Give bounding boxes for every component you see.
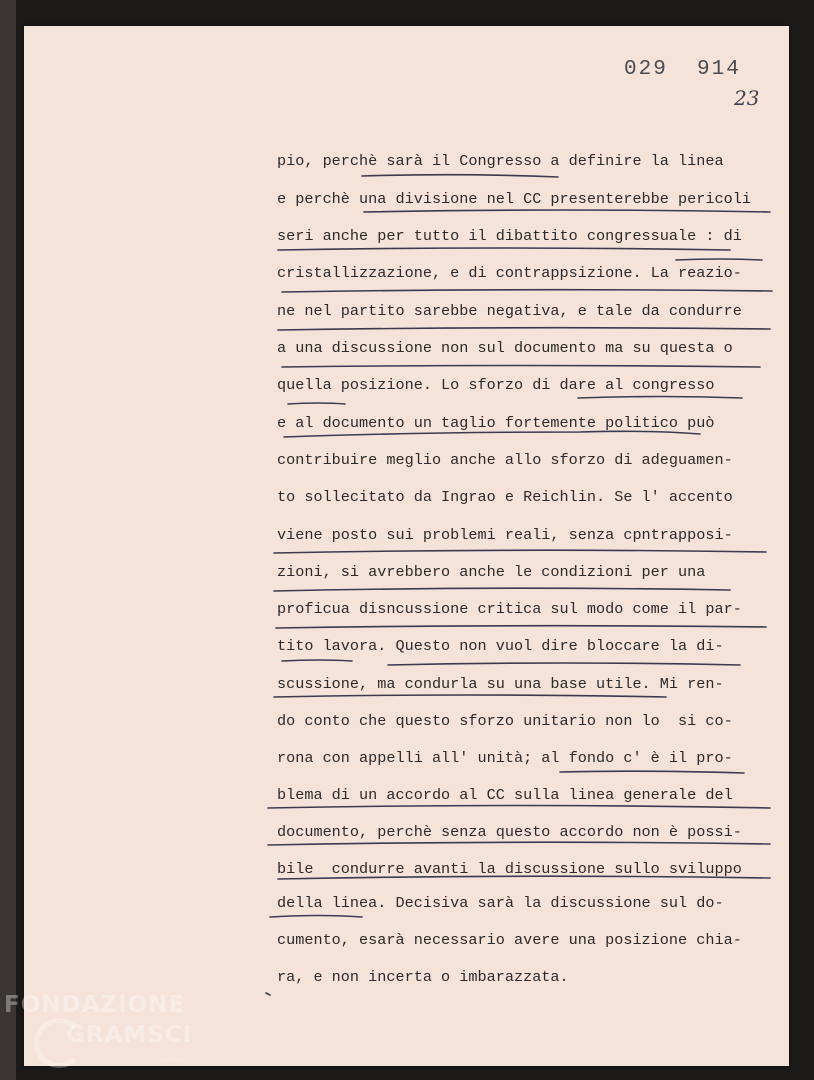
text-line: contribuire meglio anche allo sforzo di adeguamen- <box>277 451 733 469</box>
underline <box>282 660 352 661</box>
underline <box>278 248 730 250</box>
text-line: rona con appelli all' unità; al fondo c' è il pro- <box>277 749 733 767</box>
underline <box>284 431 700 437</box>
underline <box>676 259 762 260</box>
underline <box>274 550 766 553</box>
archive-number: 029 914 <box>624 58 741 81</box>
underline <box>278 328 770 330</box>
text-line: ra, e non incerta o imbarazzata. <box>277 968 569 986</box>
text-line: e al documento un taglio fortemente politico può <box>277 414 715 432</box>
underline <box>362 175 558 177</box>
watermark-sub: onlus <box>160 1055 185 1065</box>
text-line: to sollecitato da Ingrao e Reichlin. Se l' accento <box>277 488 733 506</box>
text-line: proficua disncussione critica sul modo come il par- <box>277 600 742 618</box>
underline <box>388 663 740 665</box>
underline <box>578 397 742 399</box>
text-line: quella posizione. Lo sforzo di dare al congresso <box>277 376 715 394</box>
underline <box>560 771 744 773</box>
text-line: e perchè una divisione nel CC presenterebbe pericoli <box>277 190 751 208</box>
underline <box>274 695 666 697</box>
underline <box>288 403 345 404</box>
handwritten-page-number: 23 <box>734 86 760 110</box>
underline <box>276 626 766 628</box>
underline <box>282 290 772 292</box>
text-line: cumento, esarà necessario avere una posizione chia- <box>277 931 742 949</box>
underline <box>268 842 770 845</box>
text-line: ne nel partito sarebbe negativa, e tale da condurre <box>277 302 742 320</box>
text-line: viene posto sui problemi reali, senza cpntrapposi- <box>277 526 733 544</box>
underline <box>270 916 362 918</box>
fondazione-gramsci-watermark <box>4 990 192 1050</box>
underline <box>266 993 270 995</box>
underline <box>364 210 770 212</box>
underline <box>274 588 730 591</box>
text-line: cristallizzazione, e di contrappsizione. La reazio- <box>277 264 742 282</box>
text-line: blema di un accordo al CC sulla linea generale del <box>277 786 733 804</box>
underline <box>268 806 770 809</box>
text-line: bile condurre avanti la discussione sullo sviluppo <box>277 860 742 878</box>
text-line: documento, perchè senza questo accordo non è possi- <box>277 823 742 841</box>
text-line: do conto che questo sforzo unitario non lo si co- <box>277 712 733 730</box>
text-line: a una discussione non sul documento ma su questa o <box>277 339 733 357</box>
text-line: zioni, si avrebbero anche le condizioni per una <box>277 563 706 581</box>
text-line: della linea. Decisiva sarà la discussione sul do- <box>277 894 724 912</box>
underline <box>278 876 770 879</box>
text-line: tito lavora. Questo non vuol dire bloccare la di- <box>277 637 724 655</box>
text-line: scussione, ma condurla su una base utile. Mi ren- <box>277 675 724 693</box>
watermark-line-2: GRAMSCI <box>66 1022 193 1048</box>
text-line: seri anche per tutto il dibattito congressuale : di <box>277 227 742 245</box>
watermark-line-1: FONDAZIONE <box>4 992 186 1018</box>
text-line: pio, perchè sarà il Congresso a definire la linea <box>277 152 724 170</box>
underline <box>282 366 760 368</box>
